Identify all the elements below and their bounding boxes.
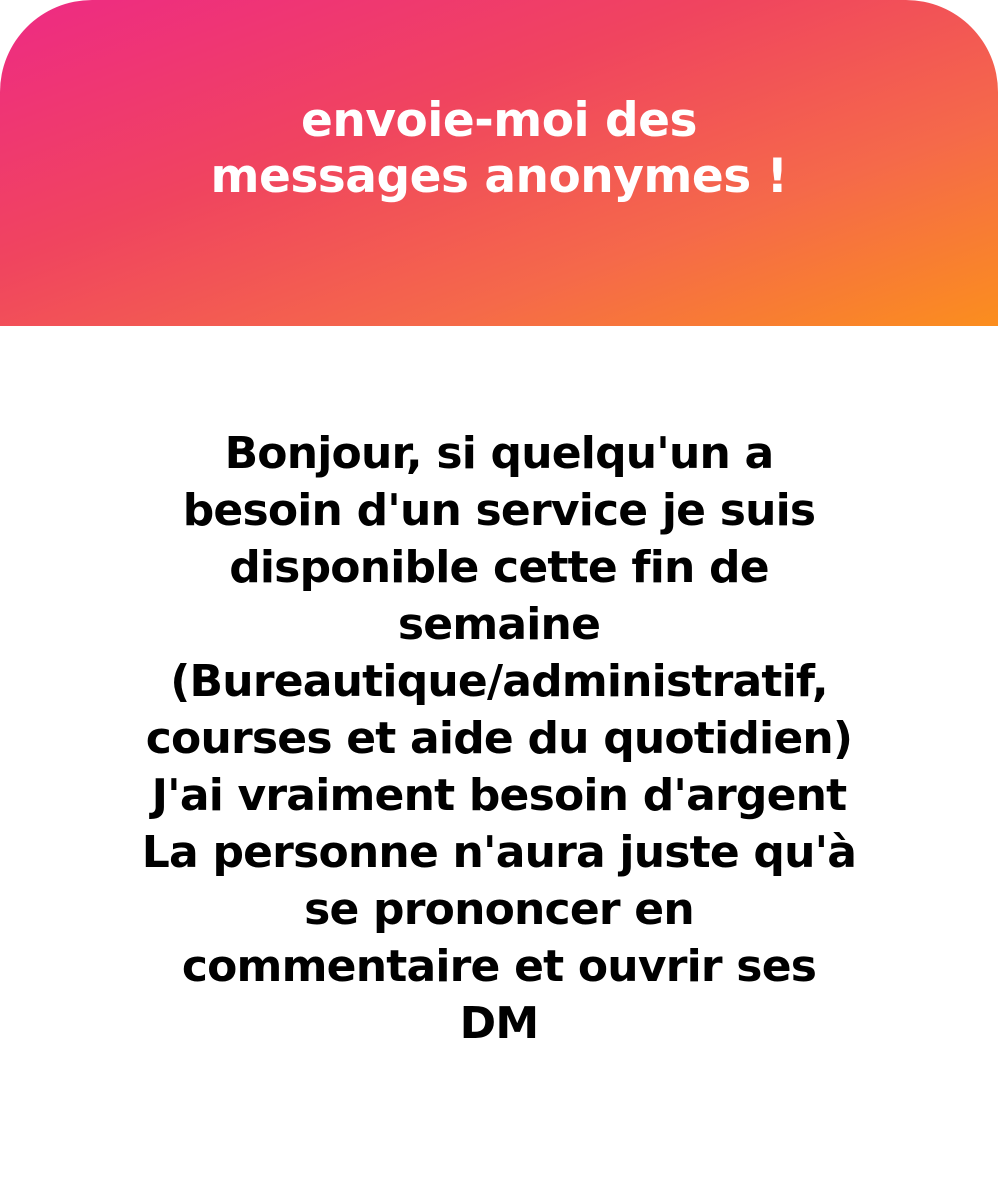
anonymous-message-text: Bonjour, si quelqu'un a besoin d'un service je suis disponible cette fin de semaine (Bureautique/administratif, courses et aide du quotidien) J'ai vraiment besoin d'argent La personne n'aura juste qu'à se prononcer en commentaire et ouvrir ses DM — [141, 427, 857, 1049]
question-prompt: envoie-moi des messages anonymes ! — [210, 93, 788, 204]
question-header — [0, 0, 998, 326]
answer-body — [0, 326, 998, 1200]
